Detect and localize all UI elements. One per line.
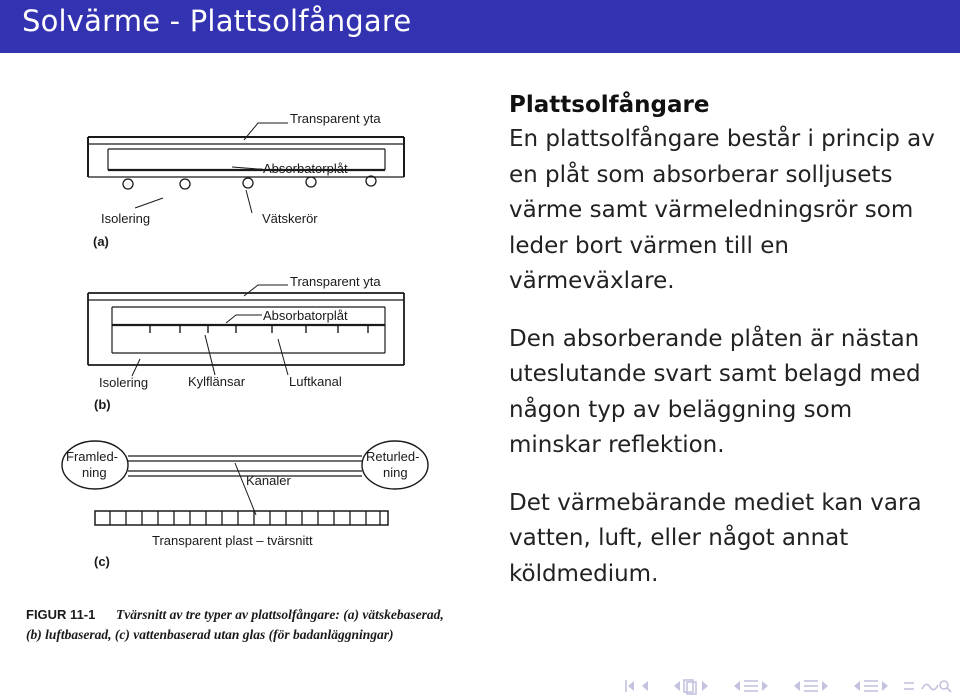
label-supply-line1: Framled- xyxy=(66,449,119,464)
nav-search-icon[interactable] xyxy=(922,681,951,692)
slide-title: Solvärme - Plattsolfångare xyxy=(22,4,412,38)
panel-a-tag: (a) xyxy=(93,234,109,249)
content-column xyxy=(509,88,949,592)
paragraph-2: Den absorberande plåten är nästan uteslutande svart samt belagd med någon typ av beläggning som minskar reflektion. xyxy=(509,325,921,458)
nav-subsection-icon[interactable] xyxy=(854,681,888,691)
beamer-navigation xyxy=(622,676,952,696)
label-absorber-b: Absorbatorplåt xyxy=(263,308,348,323)
collector-figure xyxy=(0,53,510,653)
nav-section-icon[interactable] xyxy=(794,681,828,691)
label-tubes-a: Vätskerör xyxy=(262,211,318,226)
label-section-c: Transparent plast – tvärsnitt xyxy=(152,533,313,548)
label-return-line2: ning xyxy=(383,465,408,480)
label-transparent-b: Transparent yta xyxy=(290,274,381,289)
label-insulation-a: Isolering xyxy=(101,211,151,226)
paragraph-1: En plattsolfångare består i princip av en plåt som absorberar solljusets värme samt värmeledningsrör som leder bort värmen till en värmeväxlare. xyxy=(509,126,935,294)
panel-b-tag: (b) xyxy=(94,397,111,412)
caption-line-2: (b) luftbaserad, (c) vattenbaserad utan glas (för badanläggningar) xyxy=(26,627,394,642)
nav-first-icon[interactable] xyxy=(626,680,634,692)
panel-a-drawing xyxy=(88,123,404,213)
label-air-channel-b: Luftkanal xyxy=(289,374,342,389)
block-heading: Plattsolfångare xyxy=(509,92,710,118)
panel-b-drawing xyxy=(88,285,404,376)
slide-header xyxy=(0,0,960,53)
label-insulation-b: Isolering xyxy=(99,375,149,390)
label-fins-b: Kylflänsar xyxy=(188,374,246,389)
label-return-line1: Returled- xyxy=(366,449,420,464)
nav-next-icon[interactable] xyxy=(734,681,768,691)
nav-align-icon[interactable] xyxy=(904,683,914,689)
label-absorber-a: Absorbatorplåt xyxy=(263,161,348,176)
panel-c-tag: (c) xyxy=(94,554,110,569)
nav-frame-icon[interactable] xyxy=(674,680,708,694)
caption-figure-number: FIGUR 11-1 xyxy=(26,607,96,622)
nav-prev-icon[interactable] xyxy=(642,681,648,691)
label-transparent-a: Transparent yta xyxy=(290,111,381,126)
label-channels-c: Kanaler xyxy=(246,473,291,488)
paragraph-3: Det värmebärande mediet kan vara vatten, luft, eller något annat köldmedium. xyxy=(509,489,922,587)
caption-line-1: Tvärsnitt av tre typer av plattsolfångare: (a) vätskebaserad, xyxy=(116,607,444,622)
label-supply-line2: ning xyxy=(82,465,107,480)
